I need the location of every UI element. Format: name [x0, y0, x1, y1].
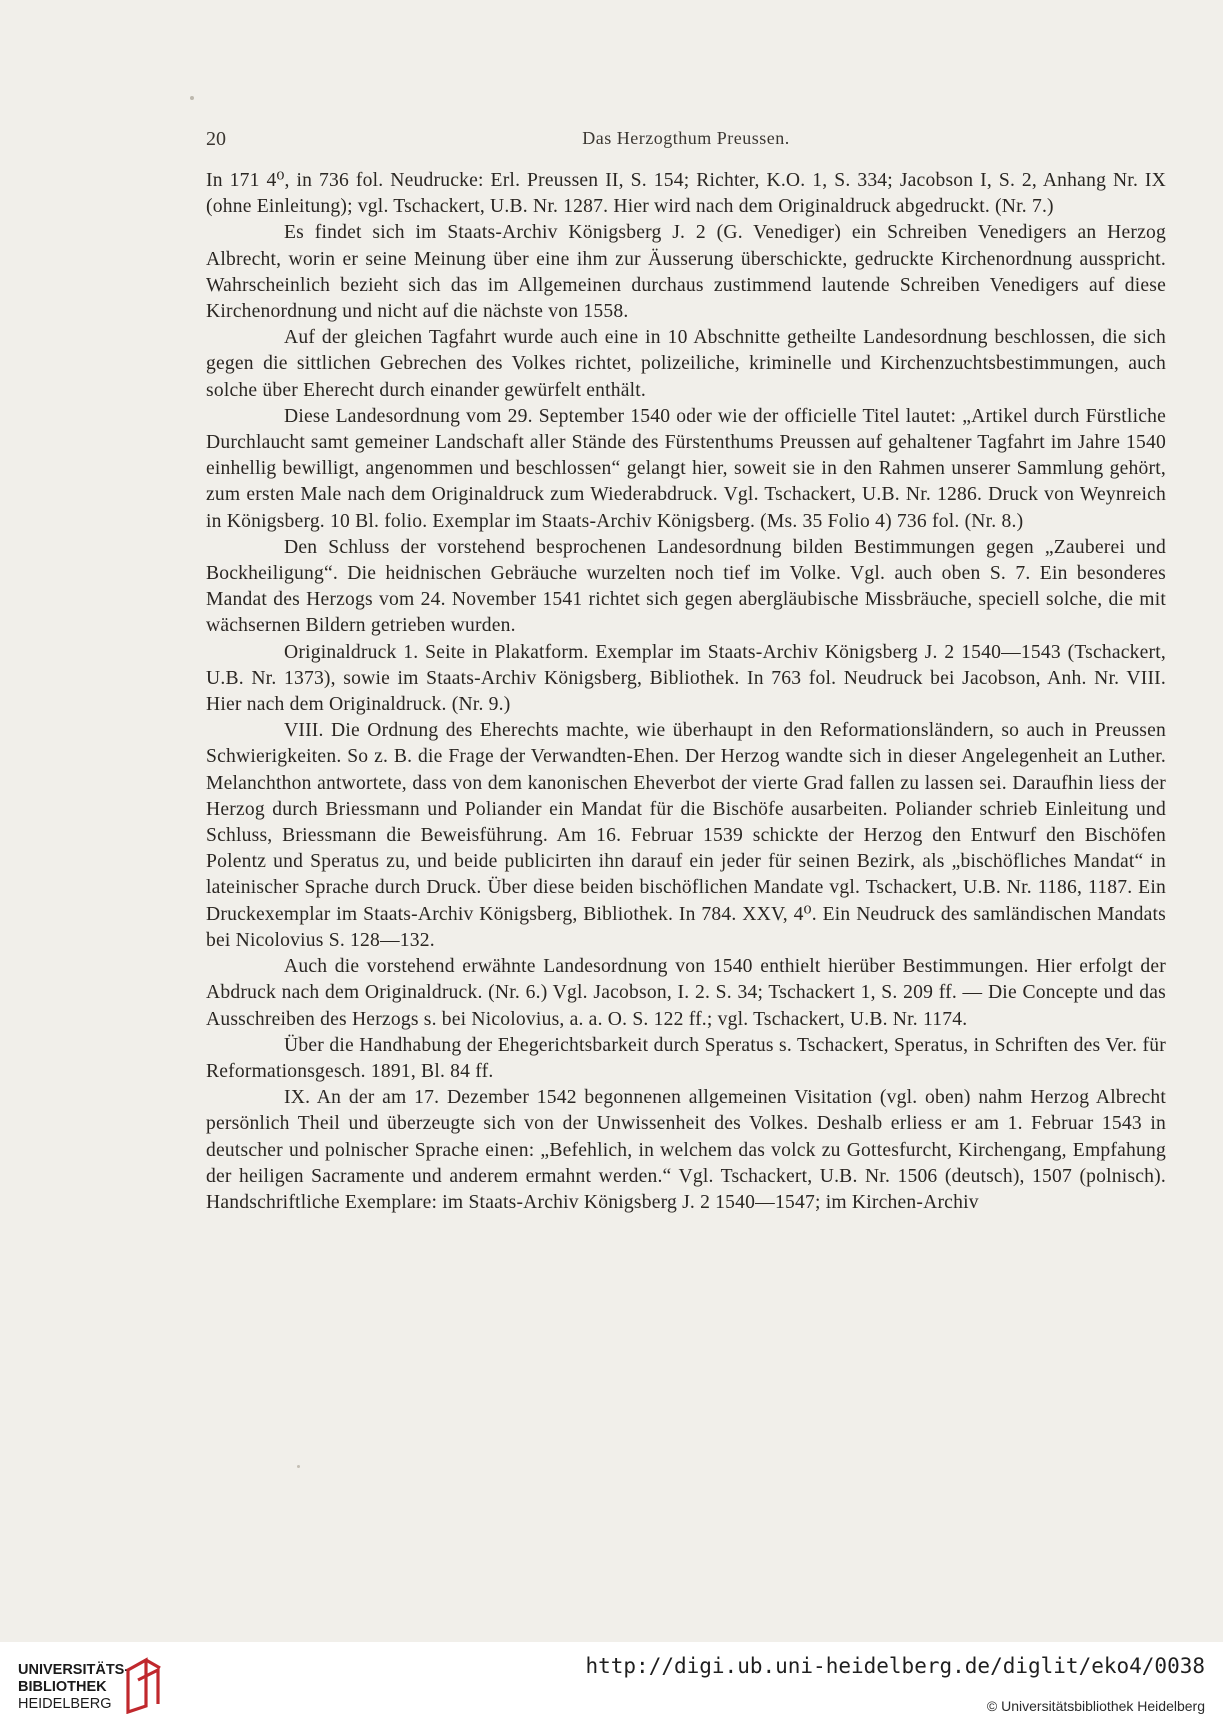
paragraph-2: Es findet sich im Staats-Archiv Königsberg J. 2 (G. Venediger) ein Schreiben Venedigers an Herzog Albrecht, worin er seine Meinung über eine ihm zur Äusserung überschickte, gedruckte Kirchenordnung ausspricht. Wahrscheinlich bezieht sich das im Allgemeinen durchaus zustimmend lautende Schreiben Venedigers auf diese Kirchenordnung und nicht auf die nächste von 1558. — [206, 222, 1166, 323]
scan-speck — [297, 1465, 300, 1468]
page-number: 20 — [206, 128, 226, 150]
logo-line: HEIDELBERG — [18, 1696, 112, 1712]
running-title: Das Herzogthum Preussen. — [582, 128, 790, 148]
paragraph-7: VIII. Die Ordnung des Eherechts machte, wie überhaupt in den Reformationsländern, so auch in Preussen Schwierigkeiten. So z. B. die Frage der Verwandten-Ehen. Der Herzog wandte sich in dieser Angelegenheit an Luther. Melanchthon antwortete, dass von dem kanonischen Eheverbot der vierte Grad fallen zu lassen sei. Daraufhin liess der Herzog durch Briessmann und Poliander ein Mandat für die Bischöfe ausarbeiten. Poliander schrieb Einleitung und Schluss, Briessmann die Beweisführung. Am 16. Februar 1539 schickte der Herzog den Entwurf den Bischöfen Polentz und Speratus zu, und beide publicirten ihn darauf ein jeder für seinen Bezirk, als „bischöfliches Mandat“ in lateinischer Sprache durch Druck. Über diese beiden bischöflichen Mandate vgl. Tschackert, U.B. Nr. 1186, 1187. Ein Druckexemplar im Staats-Archiv Königsberg, Bibliothek. In 784. XXV, 4⁰. Ein Neudruck des samländischen Mandats bei Nicolovius S. 128—132. — [206, 720, 1166, 951]
paragraph-4: Diese Landesordnung vom 29. September 1540 oder wie der officielle Titel lautet: „Artikel durch Fürstliche Durchlaucht samt gemeiner Landschaft aller Stände des Fürstenthums Preussen auf gehaltener Tagfahrt im Jahre 1540 einhellig bewilligt, angenommen und beschlossen“ gelangt hier, soweit sie in den Rahmen unserer Sammlung gehört, zum ersten Male nach dem Originaldruck zum Wiederabdruck. Vgl. Tschackert, U.B. Nr. 1286. Druck von Weynreich in Königsberg. 10 Bl. folio. Exemplar im Staats-Archiv Königsberg. (Ms. 35 Folio 4) 736 fol. (Nr. 8.) — [206, 405, 1166, 532]
permalink-link[interactable]: http://digi.ub.uni-heidelberg.de/diglit/eko4/0038 — [585, 1654, 1205, 1678]
logo-line: BIBLIOTHEK — [18, 1679, 107, 1695]
copyright-notice: © Universitätsbibliothek Heidelberg — [986, 1698, 1205, 1714]
paragraph-8: Auch die vorstehend erwähnte Landesordnung von 1540 enthielt hierüber Bestimmungen. Hier erfolgt der Abdruck nach dem Originaldruck. (Nr. 6.) Vgl. Jacobson, I. 2. S. 34; Tschackert 1, S. 209 ff. — Die Concepte und das Ausschreiben des Herzogs s. bei Nicolovius, a. a. O. S. 122 ff.; vgl. Tschackert, U.B. Nr. 1174. — [206, 956, 1166, 1030]
paragraph-6: Originaldruck 1. Seite in Plakatform. Exemplar im Staats-Archiv Königsberg J. 2 1540—1543 (Tschackert, U.B. Nr. 1373), sowie im Staats-Archiv Königsberg, Bibliothek. In 763 fol. Neudruck bei Jacobson, Anh. Nr. VIII. Hier nach dem Originaldruck. (Nr. 9.) — [206, 641, 1166, 716]
scan-speck — [190, 96, 194, 100]
paragraph-3: Auf der gleichen Tagfahrt wurde auch eine in 10 Abschnitte getheilte Landesordnung beschlossen, die sich gegen die sittlichen Gebrechen des Volkes richtet, polizeiliche, kriminelle und Kirchenzuchtsbestimmungen, auch solche über Eherecht durch einander gewürfelt enthält. — [206, 327, 1166, 401]
logo-line: UNIVERSITÄTS- — [18, 1662, 130, 1678]
body-text — [206, 168, 1166, 1216]
page-header — [206, 128, 1166, 154]
paragraph-10: IX. An der am 17. Dezember 1542 begonnenen allgemeinen Visitation (vgl. oben) nahm Herzog Albrecht persönlich Theil und überzeugte sich von der Unwissenheit des Volkes. Deshalb erliess er am 1. Februar 1543 in deutscher und polnischer Sprache einen: „Befehlich, in welchem das volck zu Gottesfurcht, Kirchengang, Empfahung der heiligen Sacramente und anderem ermahnt werden.“ Vgl. Tschackert, U.B. Nr. 1506 (deutsch), 1507 (polnisch). Handschriftliche Exemplare: im Staats-Archiv Königsberg J. 2 1540—1547; im Kirchen-Archiv — [206, 1087, 1166, 1213]
paragraph-9: Über die Handhabung der Ehegerichtsbarkeit durch Speratus s. Tschackert, Speratus, in Schriften des Ver. für Reformationsgesch. 1891, Bl. 84 ff. — [206, 1034, 1166, 1082]
footer-bar — [0, 1642, 1223, 1731]
library-logo-text[interactable] — [18, 1662, 129, 1713]
paragraph-1: In 171 4⁰, in 736 fol. Neudrucke: Erl. Preussen II, S. 154; Richter, K.O. 1, S. 334; Jacobson I, S. 2, Anhang Nr. IX (ohne Einleitung); vgl. Tschackert, U.B. Nr. 1287. Hier wird nach dem Originaldruck abgedruckt. (Nr. 7.) — [206, 170, 1166, 218]
library-logo-icon[interactable] — [122, 1656, 164, 1714]
paragraph-5: Den Schluss der vorstehend besprochenen Landesordnung bilden Bestimmungen gegen „Zauberei und Bockheiligung“. Die heidnischen Gebräuche wurzelten noch tief im Volke. Vgl. auch oben S. 7. Ein besonderes Mandat des Herzogs vom 24. November 1541 richtet sich gegen abergläubische Missbräuche, speciell solche, die mit wächsernen Bildern getrieben wurden. — [206, 536, 1166, 637]
